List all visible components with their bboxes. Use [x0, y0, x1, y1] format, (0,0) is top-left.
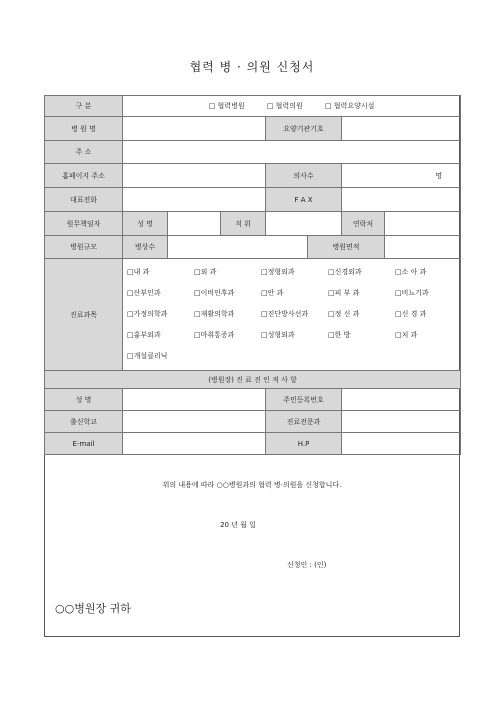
subjects-cell [123, 259, 461, 371]
school-field[interactable] [123, 411, 266, 433]
subject-checkbox[interactable]: □이비인후과 [194, 289, 235, 297]
option-cooperative-hospital[interactable]: □ 협력병원 [208, 102, 245, 110]
subject-checkbox[interactable]: □산부인과 [127, 289, 161, 297]
subject-checkbox[interactable]: □정 신 과 [328, 310, 360, 318]
scale-row [45, 236, 461, 259]
subject-checkbox[interactable]: □재활의학과 [194, 310, 235, 318]
subject-checkbox[interactable]: □소 아 과 [395, 268, 427, 276]
position-label: 직 위 [221, 212, 266, 236]
subject-checkbox[interactable]: □안 과 [261, 289, 284, 297]
subject-checkbox[interactable]: □외 과 [194, 268, 217, 276]
resident-id-label: 주민등록번호 [266, 389, 342, 411]
subjects-grid [123, 259, 460, 370]
homepage-field[interactable] [123, 164, 266, 188]
fax-field[interactable] [342, 188, 461, 212]
hp-label: H.P [266, 433, 342, 455]
director-name-field[interactable] [123, 389, 266, 411]
subject-checkbox[interactable]: □정형외과 [261, 268, 295, 276]
option-cooperative-care-facility[interactable]: □ 협력요양시설 [324, 102, 375, 110]
phone-field[interactable] [123, 188, 266, 212]
director-name-label: 성 명 [45, 389, 123, 411]
contact-name-field[interactable] [168, 212, 221, 236]
declaration-statement: 위의 내용에 따라 ○○병원과의 협력 병·의원을 신청합니다. [162, 481, 342, 489]
email-label: E-mail [45, 433, 123, 455]
hospital-name-row [45, 117, 461, 141]
hp-field[interactable] [342, 433, 461, 455]
contact-label: 연락처 [342, 212, 385, 236]
scale-label: 병원규모 [45, 236, 123, 259]
school-row [45, 411, 461, 433]
subject-checkbox[interactable]: □성형외과 [261, 331, 295, 339]
form-title: 협력 병 · 의원 신청서 [189, 60, 315, 74]
subjects-label: 진료과목 [45, 259, 123, 371]
subject-checkbox[interactable]: □신 경 과 [395, 310, 427, 318]
area-label: 병원면적 [308, 236, 385, 259]
homepage-label: 홈페이지 주소 [45, 164, 123, 188]
resident-id-field[interactable] [342, 389, 461, 411]
subject-checkbox[interactable]: □마취통증과 [194, 331, 235, 339]
subjects-row [45, 259, 461, 371]
category-row [45, 96, 461, 117]
specialty-field[interactable] [342, 411, 461, 433]
address-field[interactable] [123, 141, 461, 164]
hospital-name-label: 병 원 명 [45, 117, 123, 141]
director-section-row [45, 371, 461, 389]
subject-checkbox[interactable]: □내 과 [127, 268, 150, 276]
contact-person-row [45, 212, 461, 236]
contact-person-label: 원무책임자 [45, 212, 123, 236]
applicant-signature-line: 신청인 : (인) [287, 561, 327, 569]
institution-code-label: 요양기관기호 [266, 117, 342, 141]
subject-checkbox[interactable]: □진단방사선과 [261, 310, 309, 318]
doctor-count-field[interactable] [342, 164, 461, 188]
school-label: 출신학교 [45, 411, 123, 433]
address-label: 주 소 [45, 141, 123, 164]
subject-checkbox[interactable]: □가정의학과 [127, 310, 168, 318]
subject-checkbox[interactable]: □비뇨기과 [395, 289, 429, 297]
specialty-label: 진료전문과 [266, 411, 342, 433]
director-name-row [45, 389, 461, 411]
subject-checkbox[interactable]: □치 과 [395, 331, 418, 339]
phone-row [45, 188, 461, 212]
hospital-name-field[interactable] [123, 117, 266, 141]
category-options [123, 96, 461, 117]
subject-checkbox[interactable]: □피 부 과 [328, 289, 360, 297]
application-table [44, 95, 461, 455]
homepage-row [45, 164, 461, 188]
addressee: ○○병원장 귀하 [55, 602, 131, 615]
email-field[interactable] [123, 433, 266, 455]
fax-label: F A X [266, 188, 342, 212]
institution-code-field[interactable] [342, 117, 461, 141]
doctor-count-unit: 명 [435, 171, 443, 180]
phone-label: 대표전화 [45, 188, 123, 212]
beds-label: 병상수 [123, 236, 168, 259]
subject-checkbox[interactable]: □신경외과 [328, 268, 362, 276]
declaration-date: 20 년 월 일 [220, 521, 256, 529]
contact-field[interactable] [385, 212, 461, 236]
email-row [45, 433, 461, 455]
position-field[interactable] [266, 212, 342, 236]
address-row [45, 141, 461, 164]
beds-field[interactable] [168, 236, 308, 259]
category-label: 구 분 [45, 96, 123, 117]
area-field[interactable] [385, 236, 461, 259]
subject-checkbox[interactable]: □한 방 [328, 331, 351, 339]
director-section-header: (병원장) 진 료 진 인 적 사 항 [45, 371, 461, 389]
option-cooperative-clinic[interactable]: □ 협력의원 [266, 102, 303, 110]
subject-checkbox[interactable]: □흉부외과 [127, 331, 161, 339]
doctor-count-label: 의사수 [266, 164, 342, 188]
name-label: 성 명 [123, 212, 168, 236]
subject-checkbox[interactable]: □개설클리닉 [127, 352, 168, 360]
